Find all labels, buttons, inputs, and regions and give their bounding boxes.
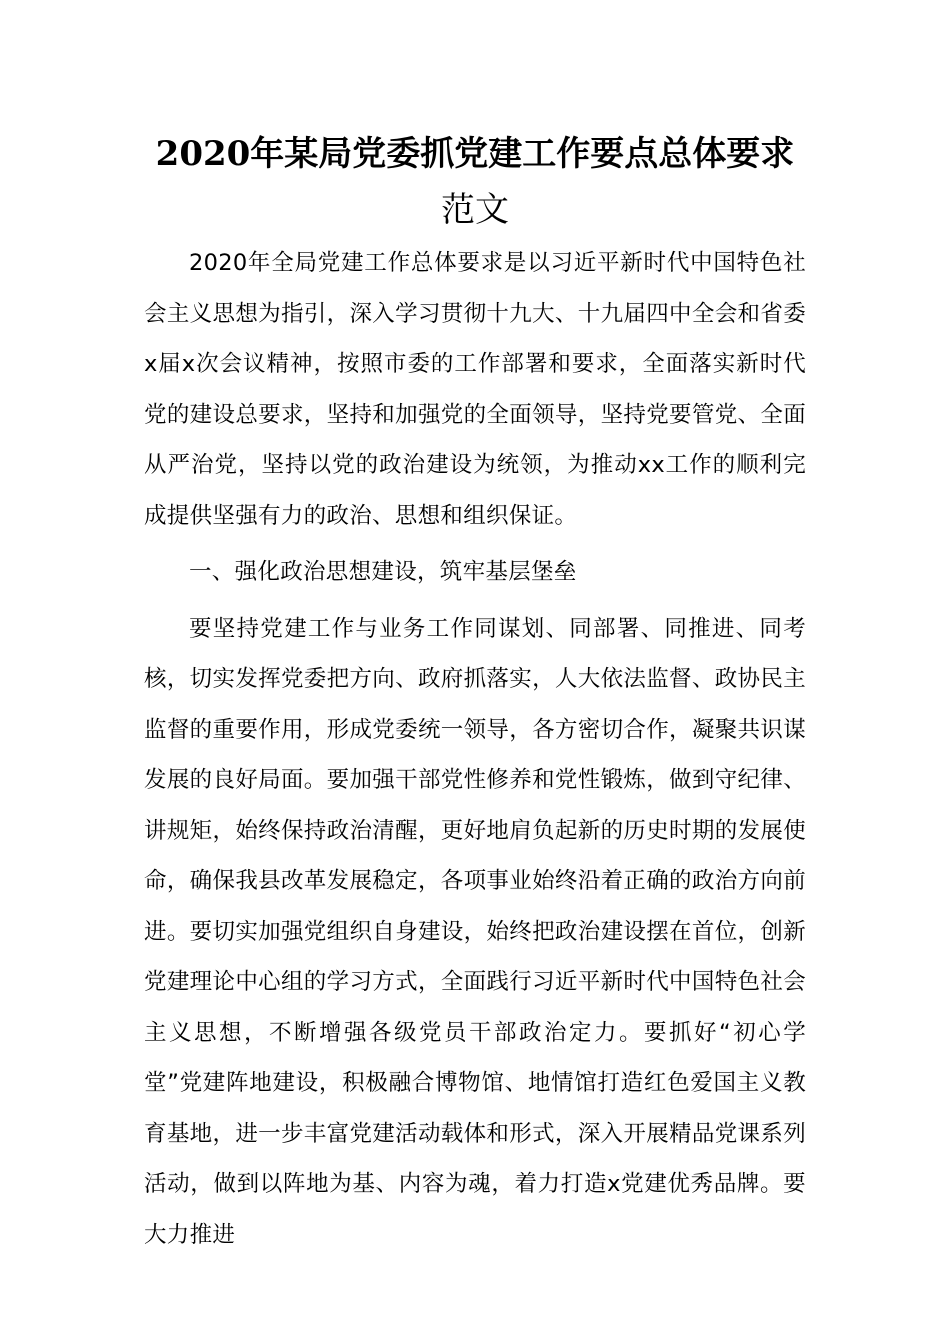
title-tail: 范文 bbox=[441, 190, 509, 230]
document-body bbox=[144, 238, 806, 1260]
intro-paragraph: 2020年全局党建工作总体要求是以习近平新时代中国特色社会主义思想为指引，深入学习贯彻十九大、十九届四中全会和省委x届x次会议精神，按照市委的工作部署和要求，全面落实新时代党的建设总要求，坚持和加强党的全面领导，坚持党要管党、全面从严治党，坚持以党的政治建设为统领，为推动xx工作的顺利完成提供坚强有力的政治、思想和组织保证。 bbox=[144, 250, 806, 529]
document-title bbox=[140, 126, 810, 238]
section-paragraph: 要坚持党建工作与业务工作同谋划、同部署、同推进、同考核，切实发挥党委把方向、政府抓落实，人大依法监督、政协民主监督的重要作用，形成党委统一领导，各方密切合作，凝聚共识谋发展的良好局面。要加强干部党性修养和党性锻炼，做到守纪律、讲规矩，始终保持政治清醒，更好地肩负起新的历史时期的发展使命，确保我县改革发展稳定，各项事业始终沿着正确的政治方向前进。要切实加强党组织自身建设，始终把政治建设摆在首位，创新党建理论中心组的学习方式，全面践行习近平新时代中国特色社会主义思想，不断增强各级党员干部政治定力。要抓好“初心学堂”党建阵地建设，积极融合博物馆、地情馆打造红色爱国主义教育基地，进一步丰富党建活动载体和形式，深入开展精品党课系列活动，做到以阵地为基、内容为魂，着力打造x党建优秀品牌。要大力推进 bbox=[144, 615, 806, 1248]
title-bold: 2020年某局党委抓党建工作要点总体要求 bbox=[155, 134, 795, 174]
section-heading: 一、强化政治思想建设，筑牢基层堡垒 bbox=[189, 559, 577, 585]
